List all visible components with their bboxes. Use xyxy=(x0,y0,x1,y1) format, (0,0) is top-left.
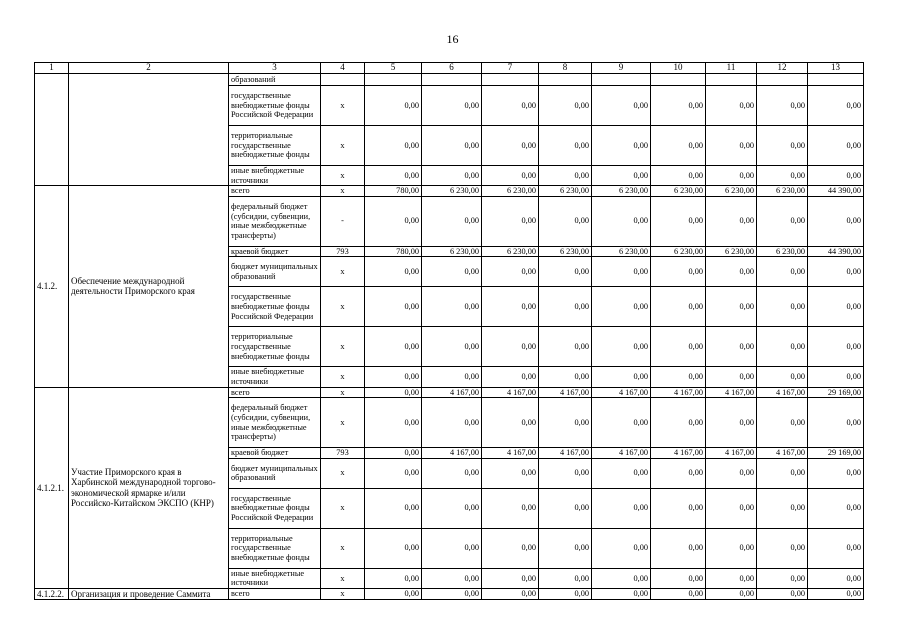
table-row xyxy=(35,387,864,398)
year-value: 0,00 xyxy=(757,528,808,568)
year-value xyxy=(592,74,651,86)
year-value: 0,00 xyxy=(757,327,808,367)
year-value: 0,00 xyxy=(365,196,422,246)
year-value: 0,00 xyxy=(422,528,482,568)
year-value: 0,00 xyxy=(482,568,539,588)
year-value: 0,00 xyxy=(706,327,757,367)
year-value: 0,00 xyxy=(539,458,592,488)
year-value: 0,00 xyxy=(592,327,651,367)
year-value: 0,00 xyxy=(365,488,422,528)
funding-source: краевой бюджет xyxy=(229,246,321,257)
year-value xyxy=(539,74,592,86)
year-value: 0,00 xyxy=(482,588,539,600)
year-value: 0,00 xyxy=(651,588,706,600)
year-value: 0,00 xyxy=(539,86,592,126)
year-value: 0,00 xyxy=(482,528,539,568)
year-value: 6 230,00 xyxy=(592,186,651,197)
header-row xyxy=(35,63,864,74)
year-value: 0,00 xyxy=(706,398,757,448)
year-value: 0,00 xyxy=(365,126,422,166)
year-value: 0,00 xyxy=(482,287,539,327)
year-value: 0,00 xyxy=(422,458,482,488)
year-value: 0,00 xyxy=(651,488,706,528)
funding-source: краевой бюджет xyxy=(229,448,321,459)
year-value: 6 230,00 xyxy=(706,186,757,197)
page-number: 16 xyxy=(446,32,459,46)
year-value: 4 167,00 xyxy=(757,387,808,398)
year-value: 4 167,00 xyxy=(651,387,706,398)
year-value: 4 167,00 xyxy=(651,448,706,459)
year-value: 0,00 xyxy=(592,568,651,588)
total-value: 0,00 xyxy=(808,458,864,488)
year-value: 4 167,00 xyxy=(422,387,482,398)
year-value: 0,00 xyxy=(482,398,539,448)
year-value: 0,00 xyxy=(422,257,482,287)
total-value: 0,00 xyxy=(808,166,864,186)
year-value: 0,00 xyxy=(651,196,706,246)
budget-code: x xyxy=(321,126,365,166)
funding-source: бюджет муниципальных образований xyxy=(229,257,321,287)
year-value: 0,00 xyxy=(539,257,592,287)
year-value: 0,00 xyxy=(592,528,651,568)
year-value: 6 230,00 xyxy=(539,186,592,197)
total-value: 0,00 xyxy=(808,588,864,600)
year-value: 0,00 xyxy=(365,458,422,488)
year-value: 0,00 xyxy=(651,257,706,287)
year-value: 0,00 xyxy=(482,196,539,246)
item-name xyxy=(69,74,229,186)
total-value: 44 390,00 xyxy=(808,246,864,257)
year-value: 0,00 xyxy=(422,398,482,448)
year-value: 0,00 xyxy=(757,86,808,126)
year-value: 0,00 xyxy=(539,327,592,367)
year-value: 780,00 xyxy=(365,246,422,257)
year-value: 0,00 xyxy=(592,588,651,600)
year-value: 0,00 xyxy=(757,458,808,488)
budget-table xyxy=(34,62,864,600)
item-code: 4.1.2.2. xyxy=(35,588,69,600)
year-value: 4 167,00 xyxy=(482,448,539,459)
item-name: Организация и проведение Саммита xyxy=(69,588,229,600)
table-row xyxy=(35,186,864,197)
year-value: 0,00 xyxy=(757,568,808,588)
year-value: 0,00 xyxy=(539,568,592,588)
column-header: 13 xyxy=(808,63,864,74)
year-value: 4 167,00 xyxy=(422,448,482,459)
budget-code: x xyxy=(321,458,365,488)
funding-source: иные внебюджетные источники xyxy=(229,568,321,588)
year-value: 0,00 xyxy=(482,488,539,528)
budget-code: x xyxy=(321,186,365,197)
column-header: 10 xyxy=(651,63,706,74)
budget-code: x xyxy=(321,257,365,287)
year-value: 0,00 xyxy=(482,367,539,387)
year-value: 0,00 xyxy=(592,367,651,387)
total-value: 0,00 xyxy=(808,126,864,166)
year-value: 0,00 xyxy=(651,528,706,568)
year-value: 0,00 xyxy=(592,257,651,287)
year-value: 0,00 xyxy=(592,398,651,448)
total-value: 29 169,00 xyxy=(808,448,864,459)
year-value: 0,00 xyxy=(592,488,651,528)
year-value: 0,00 xyxy=(539,196,592,246)
column-header: 8 xyxy=(539,63,592,74)
year-value: 0,00 xyxy=(365,367,422,387)
total-value: 44 390,00 xyxy=(808,186,864,197)
year-value xyxy=(422,74,482,86)
year-value: 0,00 xyxy=(651,126,706,166)
year-value: 6 230,00 xyxy=(651,186,706,197)
year-value: 0,00 xyxy=(757,588,808,600)
year-value: 0,00 xyxy=(539,367,592,387)
year-value: 0,00 xyxy=(482,327,539,367)
total-value: 0,00 xyxy=(808,327,864,367)
year-value xyxy=(757,74,808,86)
year-value: 0,00 xyxy=(592,458,651,488)
year-value: 0,00 xyxy=(592,126,651,166)
year-value: 0,00 xyxy=(706,528,757,568)
year-value: 0,00 xyxy=(365,448,422,459)
year-value: 4 167,00 xyxy=(706,448,757,459)
year-value: 0,00 xyxy=(365,387,422,398)
year-value: 4 167,00 xyxy=(539,448,592,459)
year-value: 780,00 xyxy=(365,186,422,197)
year-value: 0,00 xyxy=(706,126,757,166)
item-name: Участие Приморского края в Харбинской международной торгово-экономической ярмарке и/или Российско-Китайском ЭКСПО (КНР) xyxy=(69,387,229,588)
budget-code: 793 xyxy=(321,246,365,257)
funding-source: государственные внебюджетные фонды Российской Федерации xyxy=(229,287,321,327)
year-value: 0,00 xyxy=(651,166,706,186)
year-value: 4 167,00 xyxy=(592,387,651,398)
total-value: 0,00 xyxy=(808,528,864,568)
total-value: 0,00 xyxy=(808,367,864,387)
funding-source: федеральный бюджет (субсидии, субвенции, иные межбюджетные трансферты) xyxy=(229,398,321,448)
table-row xyxy=(35,588,864,600)
year-value: 0,00 xyxy=(706,588,757,600)
year-value: 0,00 xyxy=(365,398,422,448)
column-header: 9 xyxy=(592,63,651,74)
year-value: 0,00 xyxy=(592,86,651,126)
funding-source: иные внебюджетные источники xyxy=(229,166,321,186)
total-value: 0,00 xyxy=(808,568,864,588)
column-header: 3 xyxy=(229,63,321,74)
column-header: 12 xyxy=(757,63,808,74)
year-value xyxy=(365,74,422,86)
year-value: 0,00 xyxy=(592,166,651,186)
year-value: 0,00 xyxy=(757,257,808,287)
funding-source: государственные внебюджетные фонды Российской Федерации xyxy=(229,488,321,528)
column-header: 11 xyxy=(706,63,757,74)
year-value: 0,00 xyxy=(365,166,422,186)
total-value xyxy=(808,74,864,86)
year-value: 0,00 xyxy=(482,86,539,126)
year-value: 0,00 xyxy=(539,528,592,568)
funding-source: образований xyxy=(229,74,321,86)
column-header: 5 xyxy=(365,63,422,74)
year-value: 0,00 xyxy=(706,166,757,186)
total-value: 0,00 xyxy=(808,196,864,246)
year-value: 0,00 xyxy=(539,166,592,186)
funding-source: всего xyxy=(229,588,321,600)
year-value: 0,00 xyxy=(365,528,422,568)
year-value: 0,00 xyxy=(482,257,539,287)
year-value: 0,00 xyxy=(592,287,651,327)
year-value xyxy=(706,74,757,86)
column-header: 4 xyxy=(321,63,365,74)
year-value: 0,00 xyxy=(757,126,808,166)
funding-source: бюджет муниципальных образований xyxy=(229,458,321,488)
year-value: 0,00 xyxy=(482,458,539,488)
year-value: 0,00 xyxy=(651,458,706,488)
budget-code: x xyxy=(321,398,365,448)
year-value: 0,00 xyxy=(539,126,592,166)
year-value: 4 167,00 xyxy=(592,448,651,459)
year-value: 0,00 xyxy=(757,398,808,448)
year-value: 0,00 xyxy=(539,488,592,528)
year-value: 0,00 xyxy=(365,568,422,588)
year-value: 0,00 xyxy=(757,196,808,246)
budget-code: x xyxy=(321,86,365,126)
year-value: 0,00 xyxy=(365,327,422,367)
year-value: 4 167,00 xyxy=(706,387,757,398)
total-value: 0,00 xyxy=(808,398,864,448)
year-value: 0,00 xyxy=(706,568,757,588)
funding-source: территориальные государственные внебюджетные фонды xyxy=(229,528,321,568)
year-value: 0,00 xyxy=(482,166,539,186)
year-value: 0,00 xyxy=(651,367,706,387)
year-value: 0,00 xyxy=(706,458,757,488)
year-value: 0,00 xyxy=(422,166,482,186)
year-value: 0,00 xyxy=(706,86,757,126)
year-value xyxy=(651,74,706,86)
year-value: 0,00 xyxy=(422,287,482,327)
budget-code: x xyxy=(321,367,365,387)
funding-source: федеральный бюджет (субсидии, субвенции, иные межбюджетные трансферты) xyxy=(229,196,321,246)
year-value: 4 167,00 xyxy=(539,387,592,398)
item-code: 4.1.2.1. xyxy=(35,387,69,588)
year-value: 0,00 xyxy=(706,257,757,287)
year-value: 6 230,00 xyxy=(757,186,808,197)
year-value: 6 230,00 xyxy=(757,246,808,257)
budget-code xyxy=(321,74,365,86)
year-value: 6 230,00 xyxy=(651,246,706,257)
total-value: 29 169,00 xyxy=(808,387,864,398)
budget-code: - xyxy=(321,196,365,246)
year-value: 6 230,00 xyxy=(422,186,482,197)
item-code: 4.1.2. xyxy=(35,186,69,387)
total-value: 0,00 xyxy=(808,287,864,327)
budget-code: x xyxy=(321,568,365,588)
year-value: 0,00 xyxy=(365,588,422,600)
year-value: 4 167,00 xyxy=(482,387,539,398)
funding-source: территориальные государственные внебюджетные фонды xyxy=(229,126,321,166)
total-value: 0,00 xyxy=(808,257,864,287)
year-value: 0,00 xyxy=(422,196,482,246)
budget-code: x xyxy=(321,588,365,600)
year-value: 0,00 xyxy=(651,327,706,367)
year-value: 6 230,00 xyxy=(482,186,539,197)
funding-source: территориальные государственные внебюджетные фонды xyxy=(229,327,321,367)
column-header: 1 xyxy=(35,63,69,74)
year-value: 0,00 xyxy=(365,257,422,287)
item-code xyxy=(35,74,69,186)
table-row xyxy=(35,74,864,86)
year-value: 0,00 xyxy=(365,287,422,327)
budget-code: x xyxy=(321,488,365,528)
year-value: 0,00 xyxy=(592,196,651,246)
total-value: 0,00 xyxy=(808,488,864,528)
column-header: 2 xyxy=(69,63,229,74)
year-value: 6 230,00 xyxy=(422,246,482,257)
column-header: 6 xyxy=(422,63,482,74)
year-value: 0,00 xyxy=(422,568,482,588)
year-value: 6 230,00 xyxy=(539,246,592,257)
column-header: 7 xyxy=(482,63,539,74)
year-value: 0,00 xyxy=(539,398,592,448)
budget-code: x xyxy=(321,387,365,398)
year-value: 0,00 xyxy=(757,166,808,186)
year-value: 4 167,00 xyxy=(757,448,808,459)
funding-source: иные внебюджетные источники xyxy=(229,367,321,387)
year-value xyxy=(482,74,539,86)
item-name: Обеспечение международной деятельности Приморского края xyxy=(69,186,229,387)
year-value: 0,00 xyxy=(422,327,482,367)
budget-code: x xyxy=(321,528,365,568)
budget-code: x xyxy=(321,327,365,367)
budget-code: x xyxy=(321,166,365,186)
year-value: 0,00 xyxy=(422,588,482,600)
budget-code: x xyxy=(321,287,365,327)
year-value: 0,00 xyxy=(422,367,482,387)
budget-code: 793 xyxy=(321,448,365,459)
year-value: 0,00 xyxy=(757,287,808,327)
year-value: 0,00 xyxy=(482,126,539,166)
year-value: 0,00 xyxy=(422,488,482,528)
year-value: 0,00 xyxy=(706,488,757,528)
year-value: 0,00 xyxy=(539,588,592,600)
year-value: 0,00 xyxy=(539,287,592,327)
year-value: 0,00 xyxy=(651,568,706,588)
year-value: 6 230,00 xyxy=(482,246,539,257)
funding-source: государственные внебюджетные фонды Российской Федерации xyxy=(229,86,321,126)
year-value: 0,00 xyxy=(365,86,422,126)
funding-source: всего xyxy=(229,186,321,197)
year-value: 0,00 xyxy=(651,287,706,327)
year-value: 0,00 xyxy=(651,398,706,448)
year-value: 0,00 xyxy=(706,196,757,246)
year-value: 0,00 xyxy=(706,287,757,327)
total-value: 0,00 xyxy=(808,86,864,126)
year-value: 6 230,00 xyxy=(592,246,651,257)
year-value: 6 230,00 xyxy=(706,246,757,257)
year-value: 0,00 xyxy=(757,488,808,528)
funding-source: всего xyxy=(229,387,321,398)
year-value: 0,00 xyxy=(422,86,482,126)
year-value: 0,00 xyxy=(651,86,706,126)
year-value: 0,00 xyxy=(757,367,808,387)
year-value: 0,00 xyxy=(422,126,482,166)
year-value: 0,00 xyxy=(706,367,757,387)
